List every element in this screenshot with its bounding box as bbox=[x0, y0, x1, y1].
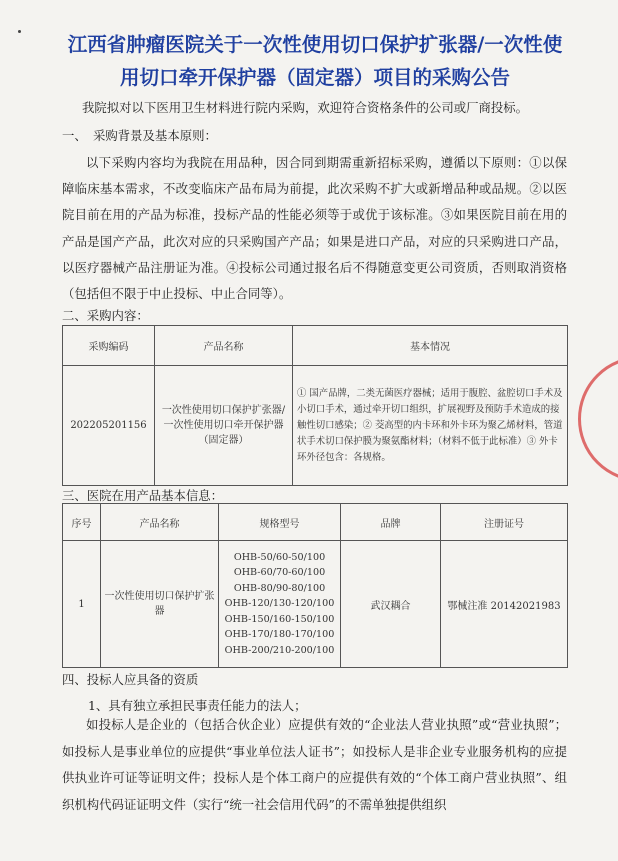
table-header-row bbox=[63, 504, 568, 541]
cell-product-name: 一次性使用切口保护扩张器 bbox=[101, 541, 219, 668]
col-header-brand: 品牌 bbox=[341, 504, 441, 541]
in-use-product-table bbox=[62, 503, 568, 668]
spec-item: OHB-200/210-200/100 bbox=[224, 644, 335, 656]
table-row bbox=[63, 541, 568, 668]
section-4-body: 如投标人是企业的（包括合伙企业）应提供有效的“企业法人营业执照”或“营业执照”；如投标人是事业单位的应提供“事业单位法人证书”；如投标人是非企业专业服务机构的应提供执业许可证等证明文件；投标人是个体工商户的应提供有效的“个体工商户营业执照”、组织机构代码证证明文件（实行“统一社会信用代码”的不需单独提供组织 bbox=[62, 717, 567, 812]
lead-paragraph: 我院拟对以下医用卫生材料进行院内采购，欢迎符合资格条件的公司或厂商投标。 bbox=[82, 100, 529, 115]
official-seal-stamp bbox=[578, 356, 618, 482]
cell-index: 1 bbox=[63, 541, 101, 668]
section-4-item-1: 1、具有独立承担民事责任能力的法人； bbox=[88, 698, 307, 713]
col-header-desc: 基本情况 bbox=[293, 326, 568, 366]
col-header-spec: 规格型号 bbox=[219, 504, 341, 541]
section-4-heading: 四、投标人应具备的资质 bbox=[62, 672, 199, 687]
table-row bbox=[63, 366, 568, 486]
procurement-table bbox=[62, 325, 568, 486]
section-2-heading: 二、采购内容： bbox=[62, 308, 149, 323]
section-1-body: 以下采购内容均为我院在用品种，因合同到期需重新招标采购，遵循以下原则：①以保障临床基本需求，不改变临床产品布局为前提，此次采购不扩大或新增品种或品规。②以医院目前在用的产品为标准，投标产品的性能必须等于或优于该标准。③如果医院目前在用的产品是国产产品，此次对应的只采购国产产品；如果是进口产品，对应的只采购进口产品，以医疗器械产品注册证为准。④投标公司通过报名后不得随意变更公司资质，否则取消资格（包括但不限于中止投标、中止合同等）。 bbox=[62, 155, 567, 302]
scan-dot bbox=[18, 30, 21, 33]
spec-item: OHB-170/180-170/100 bbox=[224, 629, 335, 641]
col-header-registration: 注册证号 bbox=[441, 504, 568, 541]
col-header-name: 产品名称 bbox=[155, 326, 293, 366]
cell-product-name: 一次性使用切口保护扩张器/一次性使用切口牵开保护器（固定器） bbox=[155, 366, 293, 486]
cell-description: ① 国产品牌，二类无菌医疗器械；适用于腹腔、盆腔切口手术及小切口手术，通过牵开切口组织，扩展视野及预防手术造成的接触性切口感染；② 茭高型的内卡环和外卡环为聚乙烯材料，管道状手术切口保护膜为聚氨酯材料；（材料不低于此标准）③ 外卡环外径包含：各规格。 bbox=[293, 366, 568, 486]
cell-specs bbox=[219, 541, 341, 668]
spec-item: OHB-120/130-120/100 bbox=[224, 598, 335, 610]
spec-item: OHB-150/160-150/100 bbox=[224, 613, 335, 625]
col-header-index: 序号 bbox=[63, 504, 101, 541]
section-1-heading: 一、 采购背景及基本原则： bbox=[62, 128, 217, 143]
col-header-name: 产品名称 bbox=[101, 504, 219, 541]
cell-code: 202205201156 bbox=[63, 366, 155, 486]
section-3-heading: 三、医院在用产品基本信息： bbox=[62, 488, 224, 503]
cell-brand: 武汉耦合 bbox=[341, 541, 441, 668]
title-line-1: 江西省肿瘤医院关于一次性使用切口保护扩张器/一次性使 bbox=[67, 33, 563, 56]
spec-item: OHB-80/90-80/100 bbox=[233, 582, 326, 594]
cell-registration: 鄂械注准 20142021983 bbox=[441, 541, 568, 668]
spec-item: OHB-50/60-50/100 bbox=[233, 551, 326, 563]
table-header-row bbox=[63, 326, 568, 366]
page-title bbox=[60, 28, 570, 94]
col-header-code: 采购编码 bbox=[63, 326, 155, 366]
title-line-2: 用切口牵开保护器（固定器）项目的采购公告 bbox=[119, 66, 510, 89]
spec-item: OHB-60/70-60/100 bbox=[233, 567, 326, 579]
